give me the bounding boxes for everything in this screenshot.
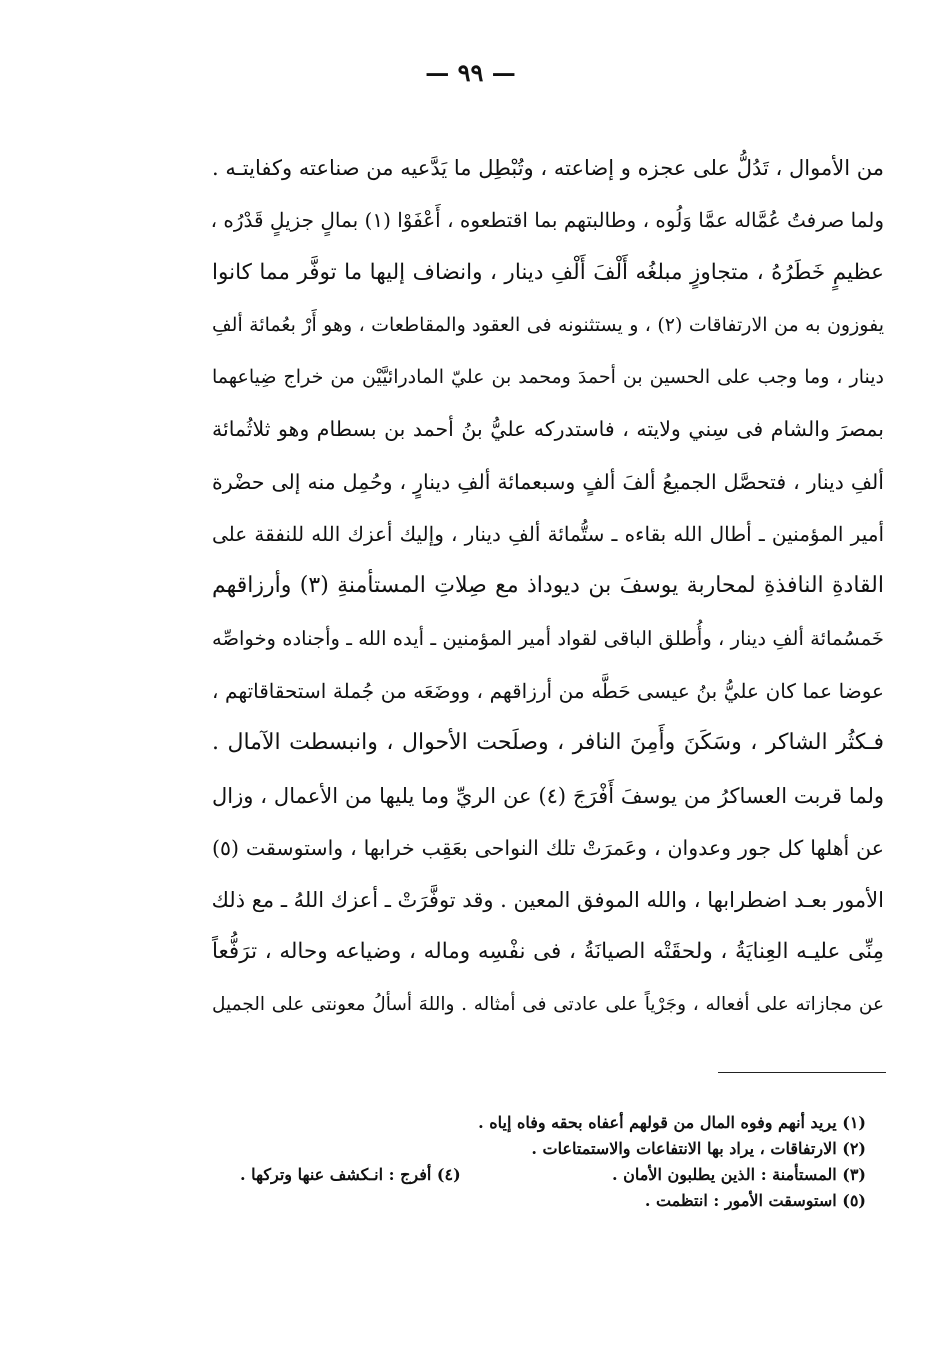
footnote-5: (٥) استوسقت الأمور : انتظمت .	[644, 1191, 866, 1210]
footnote-row-3-4	[240, 1162, 866, 1188]
text-line: دينار ، وما وجب على الحسين بن أحمدَ ومحمد بن عليّ المادرائيَّيْن من خراج ضِياعهما	[212, 366, 884, 389]
footnote-divider	[718, 1072, 886, 1073]
body-text	[212, 142, 884, 1031]
text-line: ألفِ دينار ، فتحصَّل الجميعُ ألفَ ألفٍ وسبعمائة ألفِ دينارٍ ، وحُمِل منه إلى حضْرة	[212, 469, 884, 494]
text-line: من الأموال ، تَدُلُّ على عجزه و إضاعته ، وتُبْطِل ما يَدَّعيه من صناعته وكفايتـه .	[212, 156, 884, 180]
text-line: عن مجازاته على أفعاله ، وجَرْياً على عادتى فى أمثاله . واللهَ أسألُ معونتى على الجميل	[212, 993, 884, 1015]
text-line: عظيمٍ خَطَرُهُ ، متجاوزٍ مبلغُه أَلْفَ أَلْفِ دينار ، وانضاف إليها ما توفَّر مما كانوا	[212, 259, 884, 285]
footnote-4: (٤) أفرج : انـكشف عنها وتركها .	[240, 1165, 461, 1184]
text-line: ولما صرفتُ عُمَّاله عمَّا وَلُوه ، وطالبتهم بما اقتطعوه ، أَعْفَوْا (١) بمالٍ جزيلٍ قَدْرُه ،	[210, 208, 884, 233]
text-line: ولما قربت العساكرُ من يوسفَ أَفْرَجَ (٤) عن الريِّ وما يليها من الأعمال ، وزال	[212, 783, 884, 808]
page-number: — ٩٩ —	[425, 58, 516, 87]
text-line: الأمور بعـد اضطرابها ، والله الموفق المعين . وقد توفَّرَتْ ـ أعزك اللهُ ـ مع ذلك	[211, 888, 884, 913]
text-line: فـكثُر الشاكر ، وسَكَنَ وأَمِنَ النافر ، وصلَحت الأحوال ، وانبسطت الآمال .	[212, 730, 884, 756]
footnote-3: (٣) المستأمنة : الذين يطلبون الأمان .	[612, 1165, 866, 1184]
text-line: مِنِّى عليـه العِنايَةُ ، ولحقَتْه الصيانَةُ ، فى نفْسِه وماله ، وضياعه وحاله ، ترَفُّعاً	[212, 939, 884, 965]
footnote-2: (٢) الارتفاقات ، يراد بها الانتفاعات والاستمتاعات .	[531, 1139, 866, 1158]
text-line: خَمسُمائة ألفِ دينار ، وأُطلق الباقى لقواد أمير المؤمنين ـ أيده الله ـ وأجناده وخواصِّه	[212, 626, 884, 650]
text-line: عن أهلها كل جور وعدوان ، وعَمرَتْ تلك النواحى بعَقِب خرابها ، واستوسقت (٥)	[212, 835, 884, 860]
text-line: عوضا عما كان عليُّ بنُ عيسى حَطَّه من أرزاقهم ، ووضَعَه من جُملة استحقاقاتهم ،	[212, 678, 884, 703]
text-line: أمير المؤمنين ـ أطال الله بقاءه ـ ستُّمائة ألفِ دينار ، وإليك أعزك الله للنفقة على	[212, 522, 884, 547]
text-line: بمصرَ والشام فى سِني ولايته ، فاستدركه عليُّ بنُ أحمد بن بسطام وهو ثلاثُمائة	[212, 417, 884, 442]
text-line: يفوزون به من الارتفاقات (٢) ، و يستثنونه فى العقود والمقاطعات ، وهو أَرْ بعُمائة ألفِ	[212, 313, 884, 336]
footnote-1: (١) يريد أنهم وفوه المال من قولهم أعفاه بحقه وفاه إياه .	[478, 1113, 866, 1132]
text-line: القادةِ النافذةِ لمحاربة يوسفَ بن ديوداذ مع صِلاتِ المستأمنةِ (٣) وأرزاقهم	[212, 573, 884, 599]
footnotes	[240, 1110, 866, 1214]
